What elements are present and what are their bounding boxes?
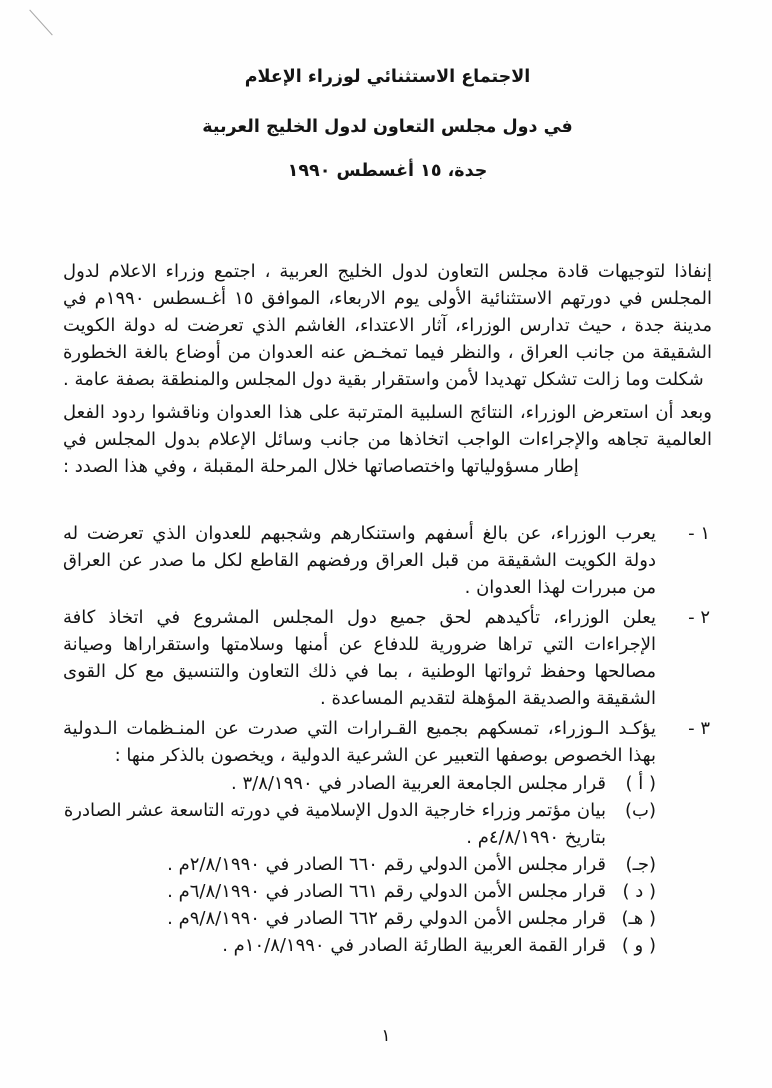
document-title-line-1: الاجتماع الاستثنائي لوزراء الإعلام — [244, 67, 531, 87]
subitem-b-label: (ب) — [625, 800, 656, 821]
subitem-c — [63, 851, 656, 878]
subitem-f — [63, 932, 656, 959]
subitem-e-label: ( هـ) — [621, 908, 656, 929]
subitem-b — [63, 797, 656, 851]
subitem-c-text: قرار مجلس الأمن الدولي رقم ٦٦٠ الصادر في ٢/٨/١٩٩٠م . — [167, 854, 606, 875]
paragraph-review: وبعد أن استعرض الوزراء، النتائج السلبية المترتبة على هذا العدوان وناقشوا ردود الفعل العالمية تجاهه والإجراءات الواجب اتخاذها من جانب وسائل الإعلام بدول المجلس في إطار مسؤولياتها واختصاصاتها خلال المرحلة المقبلة ، وفي هذا الصدد : — [63, 402, 712, 477]
paragraph-intro: إنفاذا لتوجيهات قادة مجلس التعاون لدول الخليج العربية ، اجتمع وزراء الاعلام لدول المجلس في دورتهم الاستثنائية الأولى يوم الاربعاء، الموافق ١٥ أغـسطس ١٩٩٠م في مدينة جدة ، حيث تدارس الوزراء، آثار الاعتداء، الغاشم الذي تعرضت له دولة الكويت الشقيقة من جانب العراق ، والنظر فيما تمخـض عنه العدوان من أوضاع بالغة الخطورة شكلت وما زالت تشكل تهديدا لأمن واستقرار بقية دول المجلس والمنطقة بصفة عامة . — [63, 261, 712, 390]
subitem-f-text: قرار القمة العربية الطارئة الصادر في ١٠/٨/١٩٩٠م . — [222, 935, 606, 956]
list-item-3-subitems — [63, 770, 656, 959]
list-item-3-number: ٣ - — [688, 718, 710, 739]
page-number: ١ — [381, 1026, 391, 1046]
subitem-f-label: ( و ) — [621, 935, 656, 956]
subitem-c-label: (جـ) — [625, 854, 656, 875]
subitem-e-text: قرار مجلس الأمن الدولي رقم ٦٦٢ الصادر في ٩/٨/١٩٩٠م . — [167, 908, 606, 929]
subitem-d-text: قرار مجلس الأمن الدولي رقم ٦٦١ الصادر في ٦/٨/١٩٩٠م . — [167, 881, 606, 902]
list-item-2 — [63, 604, 712, 712]
list-item-3 — [63, 715, 712, 959]
list-item-2-text: يعلن الوزراء، تأكيدهم لحق جميع دول المجلس المشروع في اتخاذ كافة الإجراءات التي تراها ضرورية للدفاع عن أمنها وسلامتها واستقراراها وصيانة مصالحها وحفظ ثرواتها الوطنية ، بما في ذلك التعاون والتنسيق مع كل القوى الشقيقة والصديقة المؤهلة لتقديم المساعدة . — [63, 607, 656, 709]
list-item-1-number: ١ - — [688, 523, 710, 544]
subitem-a-label: ( أ ) — [625, 773, 656, 794]
document-title-date: جدة، ١٥ أغسطس ١٩٩٠ — [287, 161, 488, 181]
list-item-3-text: يؤكـد الـوزراء، تمسكهم بجميع القـرارات التي صدرت عن المنـظمات الـدولية بهذا الخصوص بوصفها التعبير عن الشرعية الدولية ، ويخصون بالذكر منها : — [63, 718, 656, 766]
subitem-d — [63, 878, 656, 905]
subitem-b-text: بيان مؤتمر وزراء خارجية الدول الإسلامية في دورته التاسعة عشر الصادرة بتاريخ ٤/٨/١٩٩٠م . — [63, 800, 606, 848]
subitem-d-label: ( د ) — [622, 881, 656, 902]
list-item-1 — [63, 520, 712, 601]
subitem-e — [63, 905, 656, 932]
numbered-list — [63, 520, 712, 959]
subitem-a-text: قرار مجلس الجامعة العربية الصادر في ٣/٨/١٩٩٠ . — [231, 773, 606, 794]
list-item-2-number: ٢ - — [688, 607, 710, 628]
list-item-1-text: يعرب الوزراء، عن بالغ أسفهم واستنكارهم وشجبهم للعدوان الذي تعرضت له دولة الكويت الشقيقة من قبل العراق ورفضهم القاطع لكل ما صدر عن العراق من مبررات لهذا العدوان . — [63, 523, 656, 598]
subitem-a — [63, 770, 656, 797]
document-title-line-2: في دول مجلس التعاون لدول الخليج العربية — [202, 117, 573, 137]
